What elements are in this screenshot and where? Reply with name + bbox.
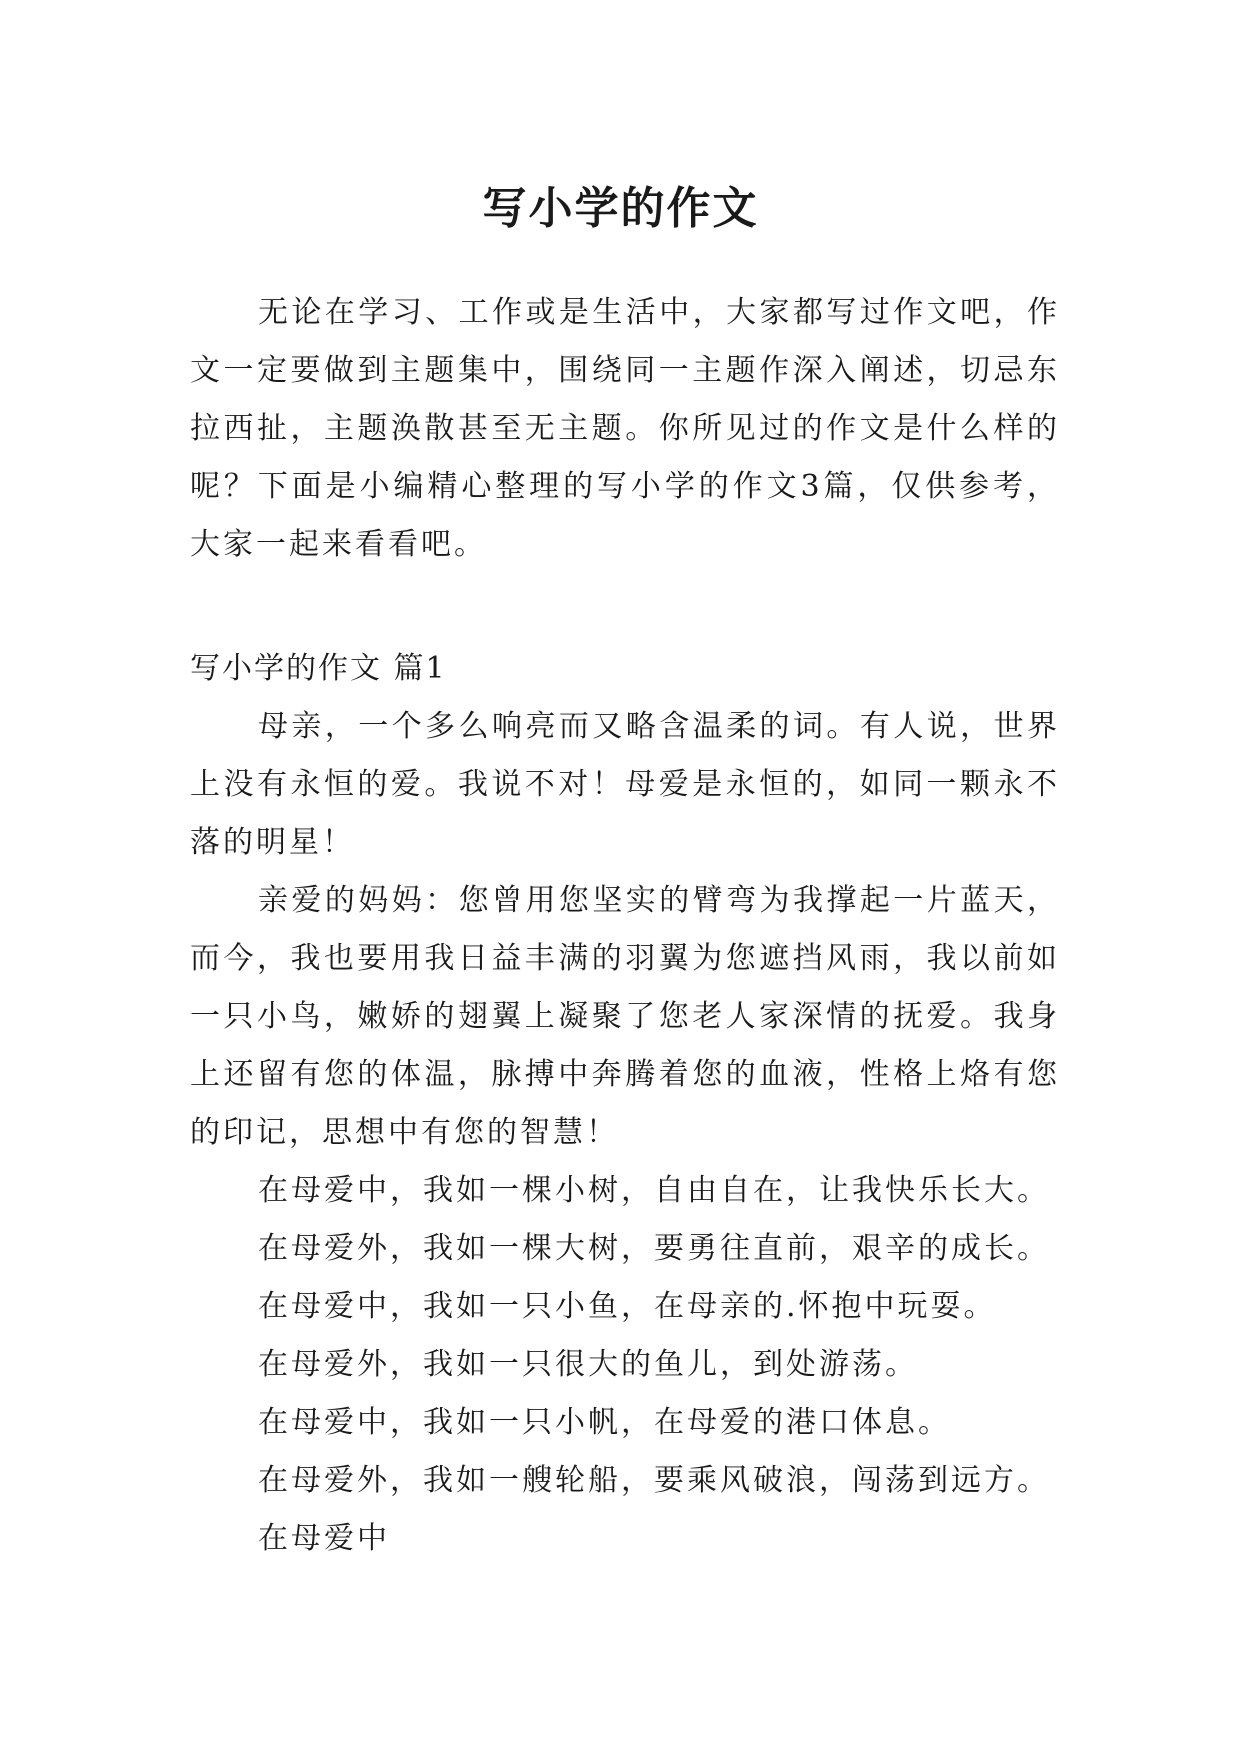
poem-line-1: 在母爱中，我如一棵小树，自由自在，让我快乐长大。 [258, 1173, 1050, 1208]
body-paragraph-2: 亲爱的妈妈：您曾用您坚实的臂弯为我撑起一片蓝天，而今，我也要用我日益丰满的羽翼为您遮挡风雨，我以前如一只小鸟，嫩娇的翅翼上凝聚了您老人家深情的抚爱。我身上还留有您的体温，脉搏中奔腾着您的血液，性格上烙有您的印记，思想中有您的智慧！ [190, 883, 1060, 1150]
poem-line-7: 在母爱中 [258, 1521, 390, 1556]
poem-line-2: 在母爱外，我如一棵大树，要勇往直前，艰辛的成长。 [258, 1231, 1050, 1266]
poem-line-6: 在母爱外，我如一艘轮船，要乘风破浪，闯荡到远方。 [258, 1463, 1050, 1498]
body-paragraph-1: 母亲，一个多么响亮而又略含温柔的词。有人说，世界上没有永恒的爱。我说不对！母爱是永恒的，如同一颗永不落的明星！ [190, 709, 1060, 860]
document-title: 写小学的作文 [482, 183, 759, 235]
poem-line-4: 在母爱外，我如一只很大的鱼儿，到处游荡。 [258, 1347, 918, 1382]
poem-line-5: 在母爱中，我如一只小帆，在母爱的港口体息。 [258, 1405, 951, 1440]
section-heading: 写小学的作文 篇1 [190, 651, 447, 686]
intro-paragraph: 无论在学习、工作或是生活中，大家都写过作文吧，作文一定要做到主题集中，围绕同一主题作深入阐述，切忌东拉西扯，主题涣散甚至无主题。你所见过的作文是什么样的呢？下面是小编精心整理的写小学的作文3篇，仅供参考，大家一起来看看吧。 [190, 295, 1060, 562]
poem-line-3: 在母爱中，我如一只小鱼，在母亲的.怀抱中玩耍。 [258, 1289, 997, 1324]
